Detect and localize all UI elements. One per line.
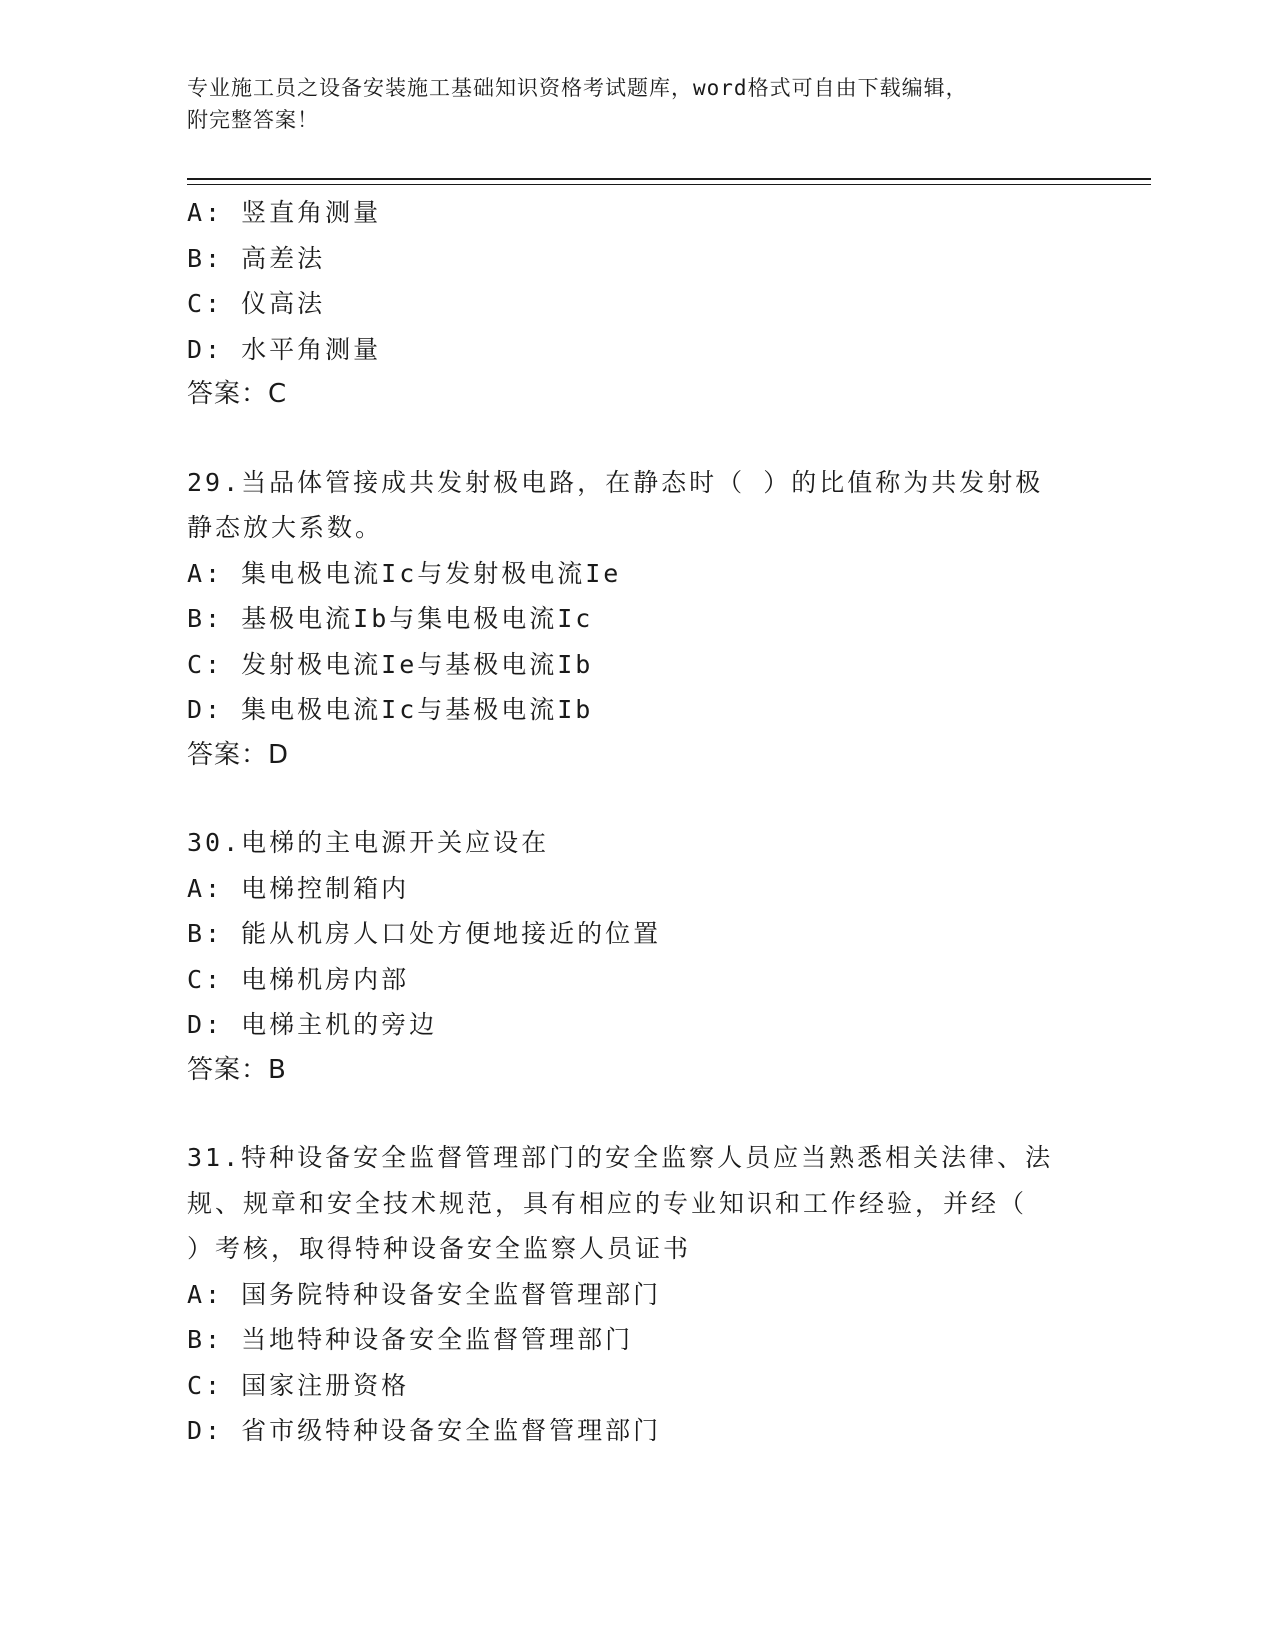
option-a: A: 电梯控制箱内 <box>187 873 410 903</box>
option-b: B: 当地特种设备安全监督管理部门 <box>187 1325 634 1354</box>
answer-line: 答案：D <box>187 739 290 770</box>
question-29 <box>187 460 1087 779</box>
header-line-1: 专业施工员之设备安装施工基础知识资格考试题库，word格式可自由下载编辑， <box>187 76 968 100</box>
option-c: C: 仪高法 <box>187 289 326 318</box>
option-b: B: 能从机房人口处方便地接近的位置 <box>187 919 662 948</box>
question-stem-line: 静态放大系数。 <box>187 513 384 542</box>
answer-line: 答案：B <box>187 1054 287 1085</box>
question-list <box>187 190 1087 1454</box>
option-c: C: 电梯机房内部 <box>187 964 410 994</box>
option-b: B: 基极电流Ib与集电极电流Ic <box>187 604 594 633</box>
option-d: D: 集电极电流Ic与基极电流Ib <box>187 695 594 724</box>
question-31 <box>187 1135 1087 1454</box>
document-header <box>187 72 1087 136</box>
question-stem-line: ）考核，取得特种设备安全监察人员证书 <box>187 1234 692 1263</box>
option-a: A: 集电极电流Ic与发射极电流Ie <box>187 558 622 588</box>
option-b: B: 高差法 <box>187 243 326 273</box>
question-stem-line: 规、规章和安全技术规范，具有相应的专业知识和工作经验，并经（ <box>187 1188 1028 1218</box>
option-d: D: 省市级特种设备安全监督管理部门 <box>187 1416 662 1445</box>
header-line-2: 附完整答案！ <box>187 108 319 132</box>
question-30 <box>187 820 1087 1093</box>
option-a: A: 国务院特种设备安全监督管理部门 <box>187 1279 662 1309</box>
option-a: A: 竖直角测量 <box>187 198 382 227</box>
question-stem-line: 29.当品体管接成共发射极电路，在静态时（ ）的比值称为共发射极 <box>187 467 1044 497</box>
question-28 <box>187 190 1087 418</box>
option-c: C: 国家注册资格 <box>187 1370 410 1400</box>
question-stem-line: 31.特种设备安全监督管理部门的安全监察人员应当熟悉相关法律、法 <box>187 1143 1054 1172</box>
question-stem-line: 30.电梯的主电源开关应设在 <box>187 828 550 857</box>
option-c: C: 发射极电流Ie与基极电流Ib <box>187 649 594 679</box>
header-divider <box>187 178 1151 185</box>
option-d: D: 电梯主机的旁边 <box>187 1010 438 1039</box>
option-d: D: 水平角测量 <box>187 334 382 364</box>
answer-line: 答案：C <box>187 379 288 409</box>
